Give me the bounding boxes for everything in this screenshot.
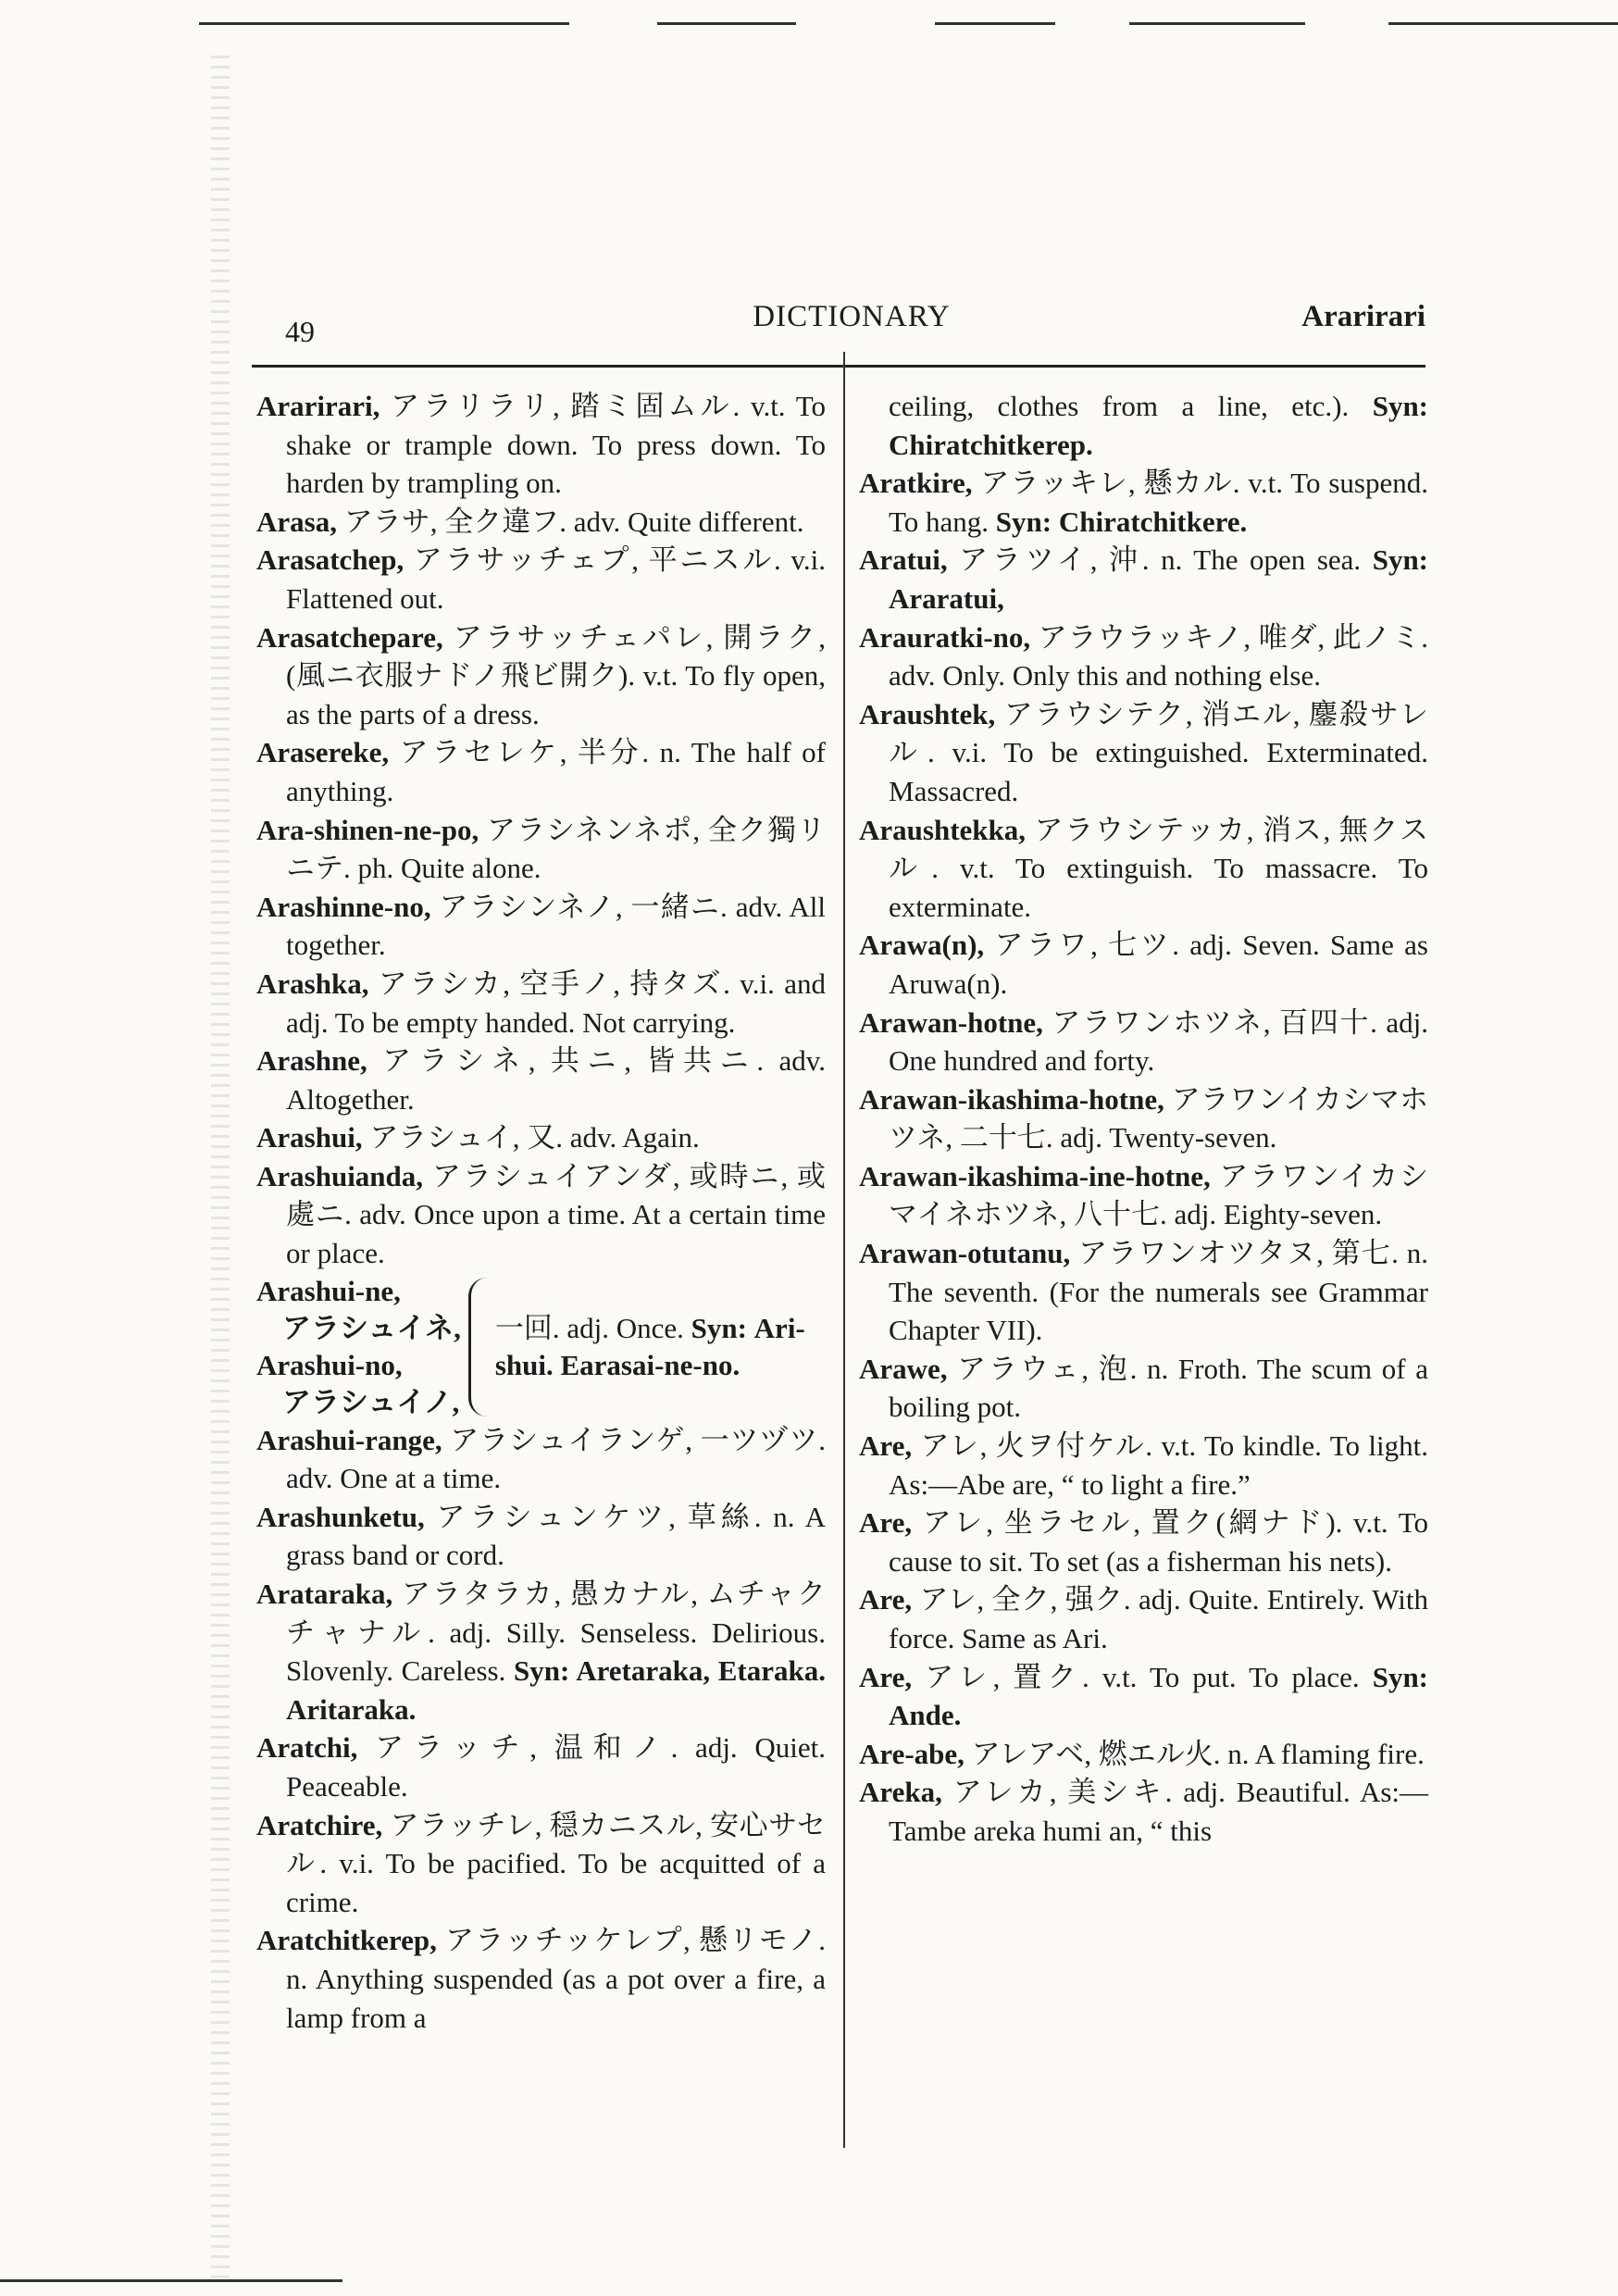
- bracket-definition: [495, 1310, 826, 1384]
- top-rule: [1388, 22, 1618, 25]
- headword: Are,: [859, 1429, 913, 1463]
- dictionary-entry: [256, 733, 826, 810]
- dictionary-entry: [256, 1118, 826, 1157]
- entry-text: アレアベ, 燃エル火. n. A flaming fire.: [971, 1737, 1425, 1770]
- bottom-rule: [0, 2279, 342, 2282]
- synonym: Ari-shui. Earasai-ne-no.: [494, 1311, 805, 1381]
- headword: Arataraka,: [256, 1578, 393, 1611]
- headword: Arawa(n),: [859, 929, 985, 962]
- headword: Ara-shinen-ne-po,: [256, 813, 479, 846]
- dictionary-entry: [859, 1773, 1428, 1850]
- top-rule: [1129, 22, 1305, 25]
- dictionary-entry: [859, 1234, 1428, 1350]
- headword: Arashunketu,: [256, 1500, 425, 1533]
- entry-text: アラワンイカシマホツネ, 二十七. adj. Twenty-seven.: [889, 1082, 1428, 1154]
- dictionary-entry: [859, 1504, 1428, 1580]
- entry-text: アラセレケ, 半分. n. The half of anything.: [286, 736, 826, 807]
- headword: Arawan-otutanu,: [859, 1237, 1071, 1270]
- headword: Arashui-ne,: [256, 1274, 401, 1307]
- headword: Araushtek,: [859, 697, 996, 730]
- dictionary-entry: [859, 811, 1428, 927]
- entry-text: アラワ, 七ツ. adj. Seven. Same as Aruwa(n).: [889, 929, 1428, 1000]
- entry-text: アレ, 置ク. v.t. To put. To place.: [925, 1660, 1360, 1693]
- headword: Aratchitkerep,: [256, 1924, 437, 1957]
- dictionary-entry: [859, 1735, 1428, 1774]
- entry-text: アラワンホツネ, 百四十. adj. One hundred and forty.: [889, 1005, 1428, 1078]
- entry-text: アレ, 火ヲ付ケル. v.t. To kindle. To light. As:—Abe are, “ to light a fire.”: [889, 1429, 1429, 1501]
- bracketed-entry: [256, 1273, 826, 1421]
- synonym: Syn: Araratui,: [889, 543, 1429, 615]
- entry-text: アラシュイランゲ, 一ツヅツ. adv. One at a time.: [286, 1423, 826, 1495]
- headword: Arasatchep,: [256, 543, 404, 577]
- entry-text: アラワンオツタヌ, 第七. n. The seventh. (For the numerals see Grammar Chapter VII).: [889, 1237, 1428, 1347]
- headword-kana: アラシュイネ,: [282, 1311, 461, 1344]
- headword: Are,: [859, 1506, 913, 1540]
- headword: Arasereke,: [256, 736, 390, 769]
- curly-brace: [468, 1278, 490, 1416]
- dictionary-entry: [859, 1658, 1428, 1735]
- entry-text: アラッチ, 温和ノ. adj. Quiet. Peaceable.: [286, 1731, 827, 1803]
- dictionary-entry: [256, 1498, 826, 1575]
- entry-text: アレ, 全ク, 强ク. adj. Quite. Entirely. With force. Same as Ari.: [889, 1583, 1429, 1654]
- entry-text: アラサッチェプ, 平ニスル. v.i. Flattened out.: [286, 543, 826, 615]
- left-column: [256, 387, 826, 2037]
- dictionary-entry: [859, 1080, 1428, 1157]
- dictionary-entry: [256, 1421, 826, 1498]
- headword: Arasatchepare,: [256, 620, 443, 654]
- entry-text: アラシュイアンダ, 或時ニ, 或處ニ. adv. Once upon a time. At a certain time or place.: [286, 1159, 827, 1270]
- headword: Aratui,: [859, 543, 948, 577]
- top-rule: [199, 22, 569, 25]
- dictionary-entry: [859, 926, 1428, 1003]
- entry-text: アラッキレ, 懸カル. v.t. To suspend. To hang.: [889, 467, 1428, 538]
- headword: Aratchi,: [256, 1731, 358, 1765]
- synonym: Syn: Ande.: [889, 1660, 1429, 1732]
- running-title: DICTIONARY: [753, 300, 951, 333]
- headword: Arashui,: [256, 1121, 363, 1154]
- headword: Arashuianda,: [256, 1159, 424, 1192]
- headword: Areka,: [859, 1776, 942, 1809]
- entry-text: アラッチレ, 穏カニスル, 安心サセル. v.i. To be pacified. To be acquitted of a crime.: [286, 1808, 827, 1918]
- dictionary-entry: [256, 811, 826, 888]
- headword: Arauratki-no,: [859, 620, 1031, 654]
- dictionary-entry: [256, 1806, 826, 1922]
- dictionary-entry: [859, 1580, 1428, 1657]
- headword: Are,: [859, 1660, 913, 1693]
- headword: Arashui-no,: [256, 1348, 403, 1381]
- entry-text: アラウシテク, 消エル, 鏖殺サレル. v.i. To be extinguished. Exterminated. Massacred.: [889, 697, 1429, 807]
- dictionary-entry: [256, 618, 826, 734]
- headword: Aratkire,: [859, 467, 973, 500]
- entry-text: アレ, 坐ラセル, 置ク(網ナド). v.t. To cause to sit. To set (as a fisherman his nets).: [889, 1506, 1429, 1578]
- scan-margin: [211, 56, 230, 2277]
- dictionary-entry: [859, 1004, 1428, 1080]
- headword: Arashka,: [256, 967, 369, 1000]
- entry-text: ceiling, clothes from a line, etc.).: [889, 390, 1350, 422]
- headword: Arawan-hotne,: [859, 1005, 1043, 1039]
- dictionary-entry: [859, 1157, 1428, 1234]
- entry-text: 一回. adj. Once.: [494, 1311, 684, 1344]
- dictionary-entry: [859, 1350, 1428, 1427]
- headword: Arawe,: [859, 1352, 948, 1385]
- header-rule: [252, 365, 1425, 368]
- entry-text: アラタラカ, 愚カナル, ムチャクチャナル. adj. Silly. Senseless. Delirious. Slovenly. Careless.: [286, 1578, 827, 1688]
- dictionary-entry: [256, 1042, 826, 1118]
- entry-text: アラシュンケツ, 草絲. n. A grass band or cord.: [286, 1500, 826, 1572]
- headword: Arashui-range,: [256, 1423, 442, 1456]
- entry-text: アラサッチェパレ, 開ラク, (風ニ衣服ナドノ飛ビ開ク). v.t. To fly open, as the parts of a dress.: [286, 620, 827, 730]
- entry-text: アラウェ, 泡. n. Froth. The scum of a boiling pot.: [889, 1352, 1428, 1424]
- headword: Arawan-ikashima-ine-hotne,: [859, 1159, 1211, 1192]
- dictionary-entry: [859, 695, 1428, 811]
- synonym: Syn: Aretaraka, Etaraka. Aritaraka.: [286, 1654, 826, 1726]
- page-number: 49: [285, 315, 315, 348]
- headword: Arashinne-no,: [256, 890, 431, 923]
- bracket-headwords: [256, 1273, 467, 1421]
- entry-continuation: [859, 387, 1428, 464]
- dictionary-entry: [256, 387, 826, 503]
- entry-text: アラシネンネポ, 全ク獨リニテ. ph. Quite alone.: [286, 813, 827, 885]
- dictionary-entry: [256, 1728, 826, 1805]
- column-divider: [843, 352, 845, 2148]
- dictionary-entry: [256, 541, 826, 618]
- entry-text: アラシュイ, 又. adv. Again.: [369, 1121, 700, 1154]
- headword-kana: アラシュイノ,: [282, 1385, 460, 1418]
- entry-text: アラシネ, 共ニ, 皆共ニ. adv. Altogether.: [286, 1044, 826, 1116]
- entry-text: アラワンイカシマイネホツネ, 八十七. adj. Eighty-seven.: [889, 1159, 1428, 1231]
- entry-text: アラサ, 全ク違フ. adv. Quite different.: [343, 505, 804, 538]
- headword: Arawan-ikashima-hotne,: [859, 1082, 1164, 1116]
- headword: Arashne,: [256, 1044, 367, 1078]
- right-column: [859, 387, 1428, 1851]
- synonym: Syn: Chiratchitkere.: [995, 505, 1248, 538]
- dictionary-entry: [859, 541, 1428, 618]
- dictionary-entry: [256, 888, 826, 965]
- headword: Are-abe,: [859, 1737, 965, 1770]
- headword: Ararirari,: [256, 390, 380, 422]
- entry-text: アラシンネノ, 一緒ニ. adv. All together.: [286, 890, 827, 962]
- dictionary-entry: [859, 618, 1428, 695]
- headword: Aratchire,: [256, 1808, 383, 1841]
- page-header: [278, 296, 1425, 352]
- headword: Are,: [859, 1583, 913, 1616]
- dictionary-entry: [256, 1575, 826, 1728]
- dictionary-entry: [256, 965, 826, 1042]
- top-rule: [657, 22, 796, 25]
- dictionary-entry: [859, 1427, 1428, 1504]
- dictionary-entry: [256, 1921, 826, 2037]
- dictionary-entry: [859, 464, 1428, 541]
- headword: Arasa,: [256, 505, 337, 538]
- entry-text: アレカ, 美シキ. adj. Beautiful. As:—Tambe areka humi an, “ this: [889, 1776, 1429, 1847]
- entry-text: アラウラッキノ, 唯ダ, 此ノミ. adv. Only. Only this and nothing else.: [889, 620, 1428, 693]
- top-rule: [935, 22, 1055, 25]
- entry-text: アラリラリ, 踏ミ固ムル. v.t. To shake or trample down. To press down. To harden by trampling on.: [286, 390, 826, 500]
- synonym: Syn: Chiratchitkerep.: [889, 390, 1429, 461]
- dictionary-entry: [256, 503, 826, 542]
- dictionary-entry: [256, 1157, 826, 1273]
- synonym-label: Syn:: [691, 1311, 747, 1344]
- entry-text: アラウシテッカ, 消ス, 無クスル. v.t. To extinguish. To massacre. To exterminate.: [889, 813, 1428, 923]
- entry-text: アラツイ, 沖. n. The open sea.: [959, 543, 1362, 577]
- headword: Araushtekka,: [859, 813, 1027, 846]
- guide-word: Ararirari: [1301, 300, 1425, 333]
- entry-text: アラッチッケレプ, 懸リモノ. n. Anything suspended (as a pot over a fire, a lamp from a: [286, 1924, 826, 2034]
- entry-text: アラシカ, 空手ノ, 持タズ. v.i. and adj. To be empty handed. Not carrying.: [286, 967, 827, 1039]
